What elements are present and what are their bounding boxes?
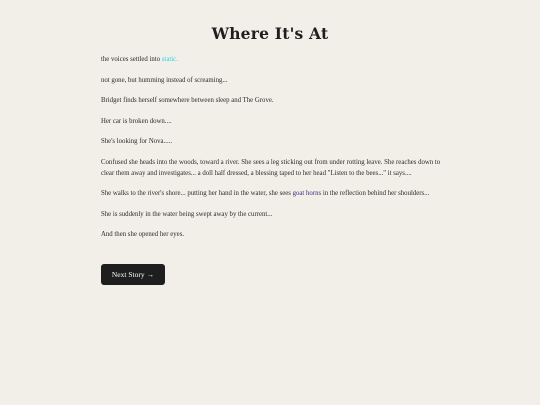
story-paragraph-8: She is suddenly in the water being swept away by the current... (101, 210, 273, 218)
page-title: Where It's At (211, 24, 329, 43)
story-paragraph-2: not gone, but humming instead of screaming... (101, 76, 228, 84)
next-story-label: Next Story (111, 270, 145, 279)
story-paragraph-6: Confused she heads into the woods, toward a river. She sees a leg sticking out from under rotting leave. She reaches down to clear them away and investigates... a doll half dressed, a blessing taped to her head "Listen to the bees..." it says.... (101, 158, 441, 177)
story-paragraph-5: She's looking for Nova..... (101, 138, 173, 145)
static-link[interactable]: static. (161, 56, 178, 63)
story-paragraph-3: Bridget finds herself somewhere between sleep and The Grove. (101, 97, 274, 104)
story-text-span: in the reflection behind her shoulders... (321, 190, 430, 197)
story-paragraph-9: And then she opened her eyes. (101, 231, 185, 238)
arrow-right-icon: → (146, 270, 155, 279)
story-paragraph-7 (101, 188, 441, 199)
goat-horns-highlight: goat horns (292, 190, 322, 197)
story-text-span: She walks to the river's shore... putting her hand in the water, she sees (101, 190, 293, 197)
story-text-span: the voices settled into (101, 56, 162, 63)
story-text (101, 54, 441, 250)
story-paragraph-1 (101, 54, 441, 65)
story-paragraph-4: Her car is broken down.... (101, 117, 172, 125)
next-story-button[interactable] (101, 264, 165, 285)
